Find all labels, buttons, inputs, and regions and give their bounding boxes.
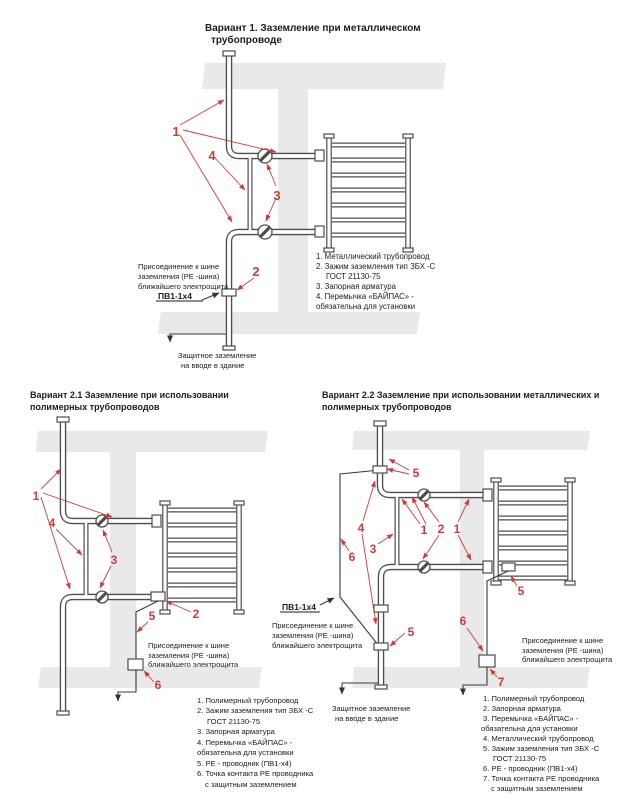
contact-point-icon	[479, 655, 495, 667]
ground-clamp-icon	[373, 466, 387, 473]
legend-line: 2. Зажим заземления тип ЗБХ -С	[316, 262, 436, 271]
callout-3-label: 3	[110, 553, 118, 567]
pipe-cap	[375, 685, 387, 689]
connect-note: ближайшего электрощита	[148, 660, 239, 669]
legend-line: 3. Запорная арматура	[316, 282, 396, 291]
pe-wire-label: ПВ1-1x4	[158, 291, 192, 301]
callout-5-label: 5	[412, 466, 420, 480]
legend-line: 4. Перемычка «БАЙПАС» -	[316, 292, 414, 301]
connect-note: Присоединение к шине	[148, 641, 230, 650]
ground-arrow-icon	[170, 334, 226, 342]
pipe-fitting	[315, 150, 324, 161]
legend-line: 2. Зажим заземления тип ЗБХ -С	[197, 706, 314, 715]
legend-line: 6. Точка контакта PE проводника	[197, 769, 314, 778]
ground-clamp-icon	[151, 592, 165, 601]
connect-note: заземления (PE -шина)	[522, 646, 604, 655]
valve-icon	[418, 489, 430, 501]
connect-note: ближайшего электрощита	[272, 641, 363, 650]
connect-note: заземления (PE -шина)	[272, 631, 354, 640]
connect-note: заземления (PE -шина)	[138, 272, 220, 281]
callout-1-label: 1	[420, 523, 428, 537]
radiator-cap	[234, 501, 244, 505]
radiator-cap	[160, 501, 170, 505]
legend-line: 1. Металлический трубопровод	[316, 252, 430, 261]
callout-4-label: 4	[208, 148, 216, 163]
callout-4-label: 4	[48, 516, 56, 530]
legend-line: ГОСТ 21130-75	[207, 717, 261, 726]
valve-icon	[258, 149, 272, 163]
variant21-legend	[197, 696, 314, 789]
pipe-fitting	[152, 515, 161, 527]
legend-line: с защитным заземлением	[491, 784, 583, 793]
pe-wire-label: ПВ1-1x4	[282, 602, 316, 612]
legend-line: обязательна для установки	[316, 302, 416, 311]
ground-clamp-icon	[374, 643, 388, 650]
connect-note: Присоединение к шине	[138, 262, 220, 271]
variant22-diagram	[272, 390, 613, 793]
callout-3-label: 3	[369, 542, 377, 556]
pipe-coupling	[374, 605, 388, 612]
variant1-diagram	[138, 23, 446, 370]
radiator-cap	[491, 581, 501, 585]
radiator-cap	[403, 134, 413, 138]
contact-point-icon	[128, 659, 143, 670]
legend-line: 5. PE - проводник (ПВ1-х4)	[197, 759, 292, 768]
pipe-cap	[223, 346, 235, 350]
legend-line: с защитным заземлением	[205, 780, 297, 789]
variant21-title: Вариант 2.1 Заземление при использовании	[30, 390, 229, 400]
legend-line: ГОСТ 21130-75	[493, 754, 547, 763]
pe-label-leader	[202, 293, 219, 300]
ground-clamp-icon	[502, 563, 515, 571]
pipe-fitting	[483, 561, 492, 573]
variant21-title-line2: полимерных трубопроводов	[30, 402, 160, 412]
radiator-cap	[234, 610, 244, 614]
pipe-fitting	[315, 226, 324, 237]
legend-line: обязательна для установки	[197, 748, 294, 757]
variant1-title: Вариант 1. Заземление при металлическом	[205, 23, 421, 34]
pipe-cap	[57, 417, 69, 422]
legend-line: 3. Перемычка «БАЙПАС» -	[483, 714, 579, 723]
pipe-cap	[374, 421, 386, 426]
legend-line: ГОСТ 21130-75	[326, 272, 381, 281]
legend-line: 3. Запорная арматура	[197, 727, 275, 736]
variant1-legend	[316, 252, 436, 311]
radiator-cap	[324, 134, 334, 138]
callout-4-label: 4	[357, 521, 365, 535]
valve-icon	[418, 561, 430, 573]
connect-note: Присоединение к шине	[272, 621, 354, 630]
valve-icon	[258, 225, 272, 239]
callout-6-label: 6	[154, 678, 162, 692]
pe-conductor-wire	[340, 470, 380, 646]
callout-5-label: 5	[148, 609, 156, 623]
variant22-legend	[481, 694, 600, 793]
pe-label-leader	[320, 598, 334, 605]
ground-note: на вводе в здание	[181, 361, 245, 370]
callout-7-label: 7	[497, 675, 505, 689]
callout-1-label: 1	[453, 522, 461, 536]
ground-note: Защитное заземление	[332, 704, 411, 713]
connect-note: Присоединение к шине	[522, 636, 604, 645]
legend-line: 6. PE - проводник (ПВ1-х4)	[483, 764, 578, 773]
ground-note: Защитное заземление	[178, 351, 257, 360]
callout-5-label: 5	[517, 584, 525, 598]
legend-line: 1. Полимерный трубопровод	[483, 694, 585, 703]
callout-1-label: 1	[32, 489, 40, 503]
radiator-cap	[565, 581, 575, 585]
callout-5-label: 5	[407, 625, 415, 639]
connect-note: ближайшего электрощита	[522, 655, 613, 664]
callout-6-label: 6	[459, 614, 467, 628]
pipe-cap	[223, 51, 235, 56]
callout-1-label: 1	[172, 124, 180, 139]
pipe-fitting	[483, 489, 492, 501]
legend-line: 5. Зажим заземления тип ЗБХ -С	[483, 744, 600, 753]
connect-note: ближайшего электрощита	[138, 282, 229, 291]
radiator-cap	[565, 478, 575, 482]
valve-icon	[96, 591, 108, 603]
radiator-cap	[160, 610, 170, 614]
callout-6-label: 6	[348, 550, 356, 564]
legend-line: 2. Запорная арматура	[483, 704, 561, 713]
legend-line: 4. Перемычка «БАЙПАС» -	[197, 738, 293, 747]
variant22-title: Вариант 2.2 Заземление при использовании металлических и	[322, 390, 600, 400]
pipe-cap	[57, 711, 69, 715]
callout-2-label: 2	[437, 522, 445, 536]
valve-icon	[96, 515, 108, 527]
legend-line: 7. Точка контакта PE проводника	[483, 774, 600, 783]
callout-3-label: 3	[273, 188, 281, 203]
ground-note: на вводе в здание	[335, 714, 399, 723]
legend-line: 4. Металлический трубопровод	[483, 734, 594, 743]
legend-line: обязательна для установки	[481, 724, 578, 733]
variant21-diagram	[30, 390, 314, 789]
legend-line: 1. Полимерный трубопровод	[197, 696, 299, 705]
variant22-title-line2: полимерных трубопроводов	[322, 402, 452, 412]
connect-note: заземления (PE -шина)	[148, 651, 230, 660]
variant1-title-line2: трубопроводе	[211, 35, 282, 46]
callout-2-label: 2	[192, 607, 200, 621]
callout-2-label: 2	[252, 264, 260, 279]
radiator-cap	[491, 478, 501, 482]
